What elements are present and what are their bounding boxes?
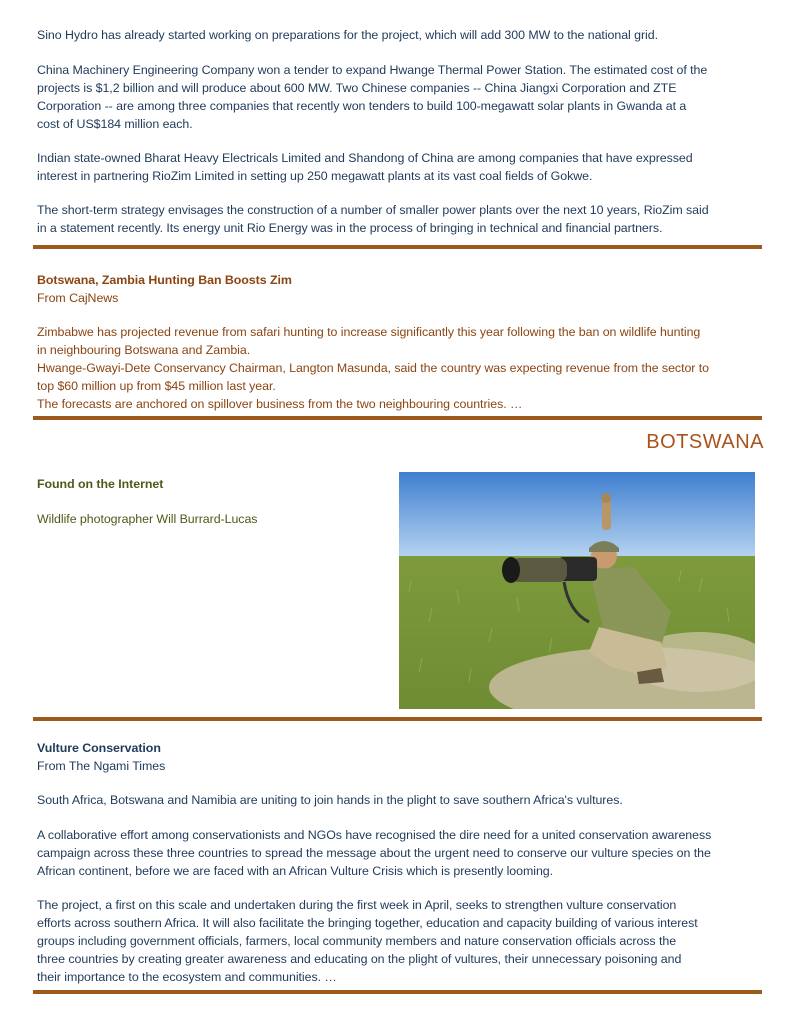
photo-caption: Wildlife photographer Will Burrard-Lucas xyxy=(37,512,258,526)
hunting-article-body: Zimbabwe has projected revenue from safari hunting to increase significantly this year following the ban on wildlife hunting in neighbouring Botswana and Zambia. Hwange-Gwayi-Dete Conservancy Chairman, Langton Masunda, said the country was expecting revenue from the sector to top $60 million up from $45 million last year. The forecasts are anchored on spillover business from the two neighbouring countries. … xyxy=(37,325,709,411)
vulture-paragraph-1: South Africa, Botswana and Namibia are uniting to join hands in the plight to save southern Africa's vultures. xyxy=(37,793,623,807)
vulture-paragraph-2: A collaborative effort among conservationists and NGOs have recognised the dire need for a united conservation awareness campaign across these three countries to spread the message about the urgent need to conserve our vulture species on the African continent, before we are faced with an African Vulture Crisis which is presently looming. xyxy=(37,828,712,878)
divider-3 xyxy=(33,717,762,721)
wildlife-photographer-photo xyxy=(399,472,755,709)
energy-paragraph-3: Indian state-owned Bharat Heavy Electricals Limited and Shandong of China are among companies that have expressed interest in partnering RioZim Limited in setting up 250 megawatt plants at its vast coal fields of Gokwe. xyxy=(37,151,693,183)
energy-paragraph-2: China Machinery Engineering Company won a tender to expand Hwange Thermal Power Station. The estimated cost of the projects is $1,2 billion and will produce about 600 MW. Two Chinese companies -- China Jiangxi Corporation and ZTE Corporation -- are among three companies that recently won tenders to build 100-megawatt solar plants in Gwanda at a cost of US$184 million each. xyxy=(37,63,708,131)
divider-1 xyxy=(33,245,762,249)
divider-4 xyxy=(33,990,762,994)
divider-2 xyxy=(33,416,762,420)
found-on-internet-title: Found on the Internet xyxy=(37,477,164,491)
vulture-article-source: From The Ngami Times xyxy=(37,759,166,773)
hunting-article-title: Botswana, Zambia Hunting Ban Boosts Zim xyxy=(37,273,292,287)
vulture-article-title: Vulture Conservation xyxy=(37,741,161,755)
energy-paragraph-1: Sino Hydro has already started working on preparations for the project, which will add 300 MW to the national grid. xyxy=(37,28,658,42)
botswana-heading: BOTSWANA xyxy=(646,431,764,453)
hunting-article-source: From CajNews xyxy=(37,291,119,305)
energy-paragraph-4: The short-term strategy envisages the construction of a number of smaller power plants over the next 10 years, RioZim said in a statement recently. Its energy unit Rio Energy was in the process of bringing in technical and financial partners. xyxy=(37,203,709,235)
vulture-paragraph-3: The project, a first on this scale and undertaken during the first week in April, seeks to strengthen vulture conservation efforts across southern Africa. It will also facilitate the bringing together, education and capacity building of various interest groups including government officials, farmers, local community members and nature conservation officials across the three countries by creating greater awareness and educating on the plight of vultures, their unnecessary poisoning and their importance to the ecosystem and communities. … xyxy=(37,898,698,984)
